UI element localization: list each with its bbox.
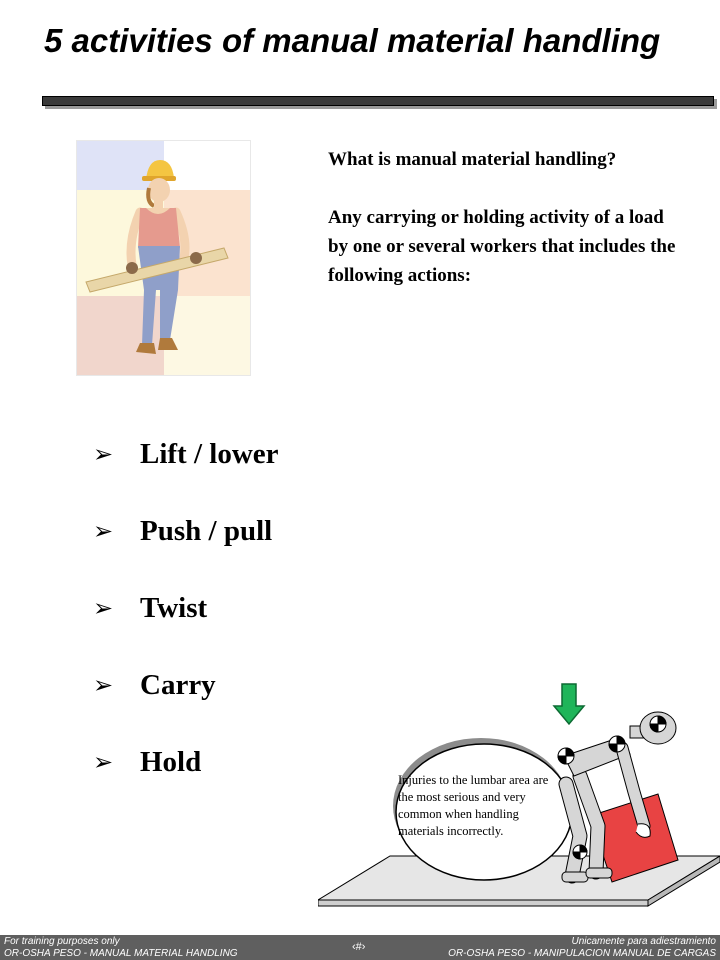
arrowhead-bullet-icon: ➢ xyxy=(93,671,114,699)
footer-right-line2: OR-OSHA PESO - MANIPULACION MANUAL DE CARGAS xyxy=(448,948,716,959)
action-label: Hold xyxy=(140,746,202,778)
intro-answer: Any carrying or holding activity of a load by one or several workers that includes the following actions: xyxy=(328,207,676,286)
callout-text: Injuries to the lumbar area are the most serious and very common when handling materials incorrectly. xyxy=(398,773,549,838)
list-item xyxy=(93,586,279,663)
arrowhead-bullet-icon: ➢ xyxy=(93,440,114,468)
page-title: 5 activities of manual material handling xyxy=(44,22,661,59)
down-arrow-icon xyxy=(554,684,584,724)
title-underline-bar xyxy=(42,96,714,106)
page-number: ‹#› xyxy=(352,941,366,953)
action-label: Lift / lower xyxy=(140,438,279,470)
footer-left-line1: For training purposes only xyxy=(4,936,120,947)
footer-left xyxy=(4,936,238,960)
list-item xyxy=(93,663,279,740)
worker-carrying-plank-illustration xyxy=(76,140,251,376)
footer-left-line2: OR-OSHA PESO - MANUAL MATERIAL HANDLING xyxy=(4,948,238,959)
list-item xyxy=(93,432,279,509)
intro-question: What is manual material handling? xyxy=(328,149,617,170)
arrowhead-bullet-icon: ➢ xyxy=(93,594,114,622)
intro-text xyxy=(328,145,678,290)
arrowhead-bullet-icon: ➢ xyxy=(93,517,114,545)
action-label: Push / pull xyxy=(140,515,273,547)
footer-right-line1: Unicamente para adiestramiento xyxy=(571,936,716,947)
actions-list xyxy=(93,432,279,817)
arrowhead-bullet-icon: ➢ xyxy=(93,748,114,776)
action-label: Twist xyxy=(140,592,208,624)
action-label: Carry xyxy=(140,669,216,701)
list-item xyxy=(93,740,279,817)
footer-right xyxy=(448,936,716,960)
list-item xyxy=(93,509,279,586)
footer xyxy=(0,935,720,960)
